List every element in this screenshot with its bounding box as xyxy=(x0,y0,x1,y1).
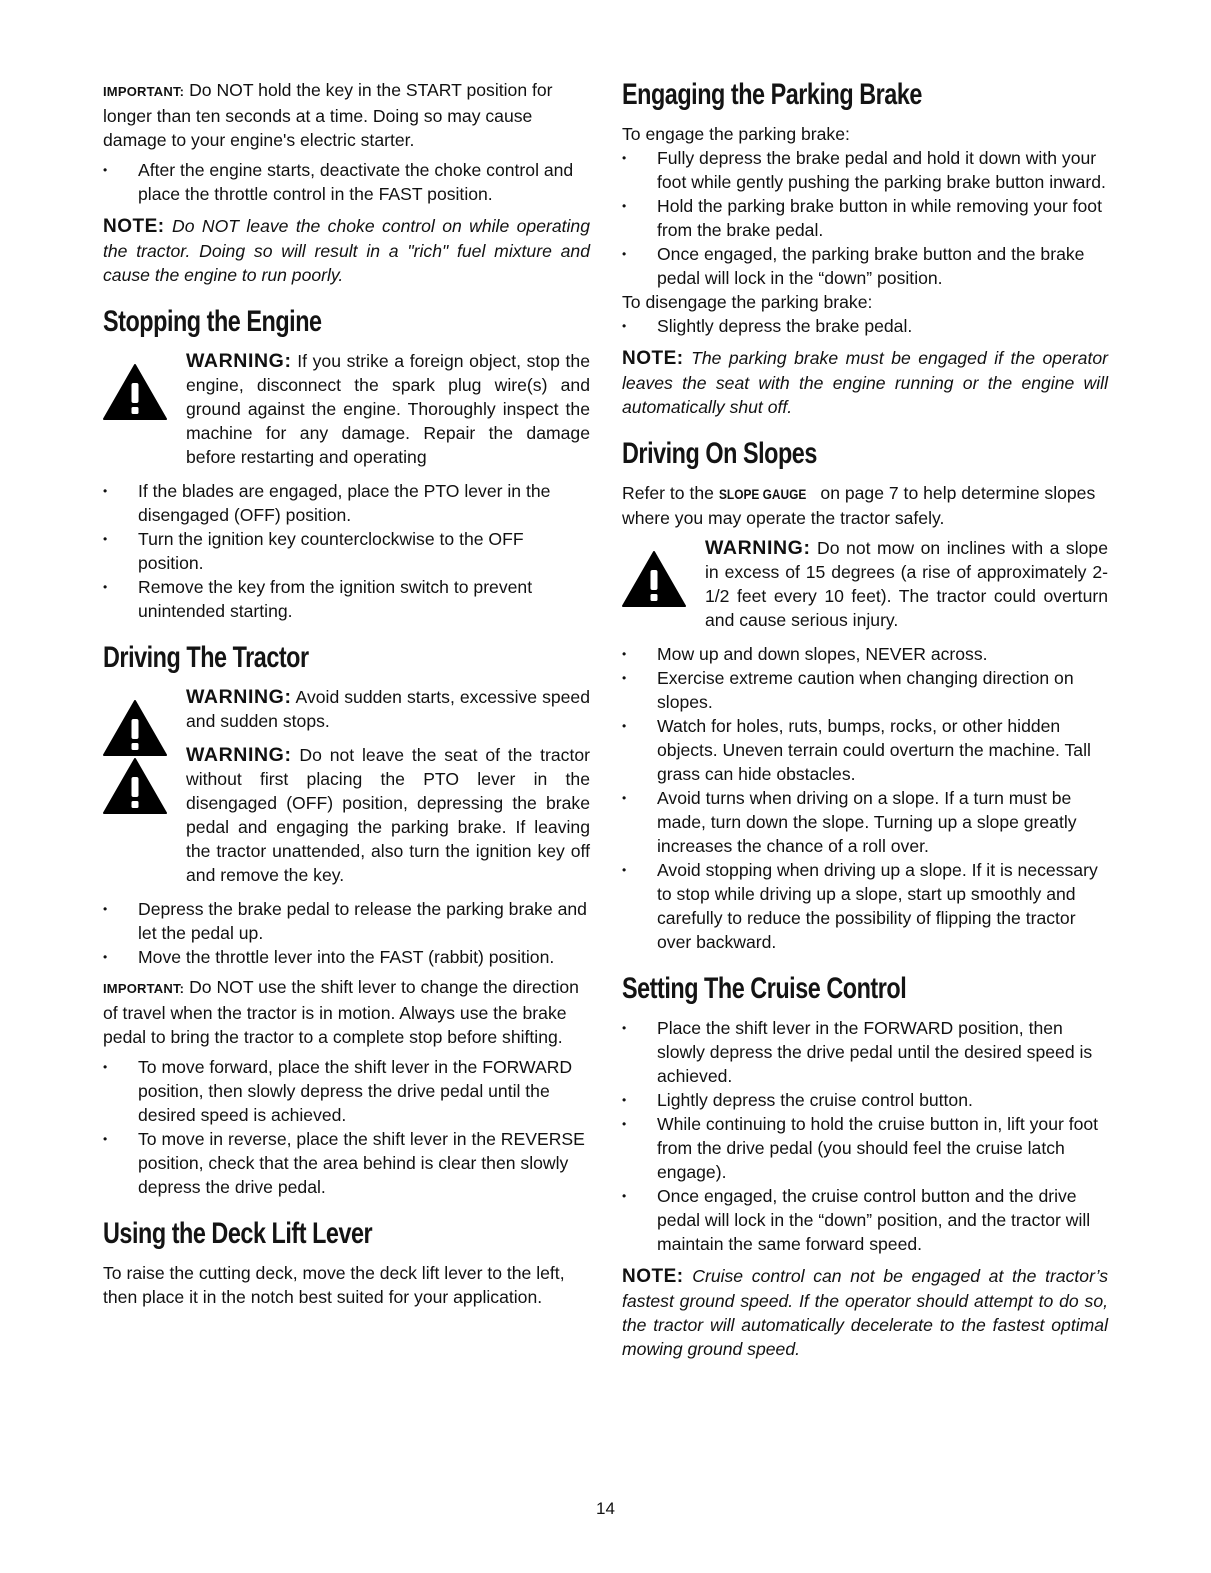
slope-gauge-reference: Refer to the SLOPE GAUGE on page 7 to help determine slopes where you may operate the tractor safely. xyxy=(622,483,1096,528)
note-label: NOTE: xyxy=(622,1266,684,1287)
warning-text: Do not mow on inclines with a slope in excess of 15 degrees (a rise of approximately 2-1/2 feet every 10 feet). The tractor could overturn and cause serious injury. xyxy=(705,538,1108,630)
list-item: • Place the shift lever in the FORWARD position, then slowly depress the drive pedal until the desired speed is achieved. xyxy=(622,1018,1093,1086)
warning-leave-seat xyxy=(103,743,590,887)
heading-parking-brake: Engaging the Parking Brake xyxy=(622,78,922,111)
parking-intro-disengage: To disengage the parking brake: xyxy=(622,292,873,312)
important-notice-shift xyxy=(103,975,590,1049)
list-item: • Depress the brake pedal to release the parking brake and let the pedal up. xyxy=(103,899,587,943)
warning-text: Avoid sudden starts, excessive speed and sudden stops. xyxy=(186,687,590,731)
warning-label: WARNING: xyxy=(705,537,811,559)
list-item: • Fully depress the brake pedal and hold it down with your foot while gently pushing the parking brake button inward. xyxy=(622,148,1106,192)
warning-label: WARNING: xyxy=(186,744,292,766)
driving-bullet-list-2 xyxy=(103,1055,590,1199)
list-item: • Lightly depress the cruise control button. xyxy=(622,1090,973,1110)
list-item: • Once engaged, the cruise control button and the drive pedal will lock in the “down” position, and the tractor will maintain the same forward speed. xyxy=(622,1186,1091,1254)
heading-deck-lift: Using the Deck Lift Lever xyxy=(103,1217,373,1250)
note-label: NOTE: xyxy=(103,216,165,237)
list-item: • Mow up and down slopes, NEVER across. xyxy=(622,644,988,664)
parking-intro-engage: To engage the parking brake: xyxy=(622,124,850,144)
list-item: • Remove the key from the ignition switch to prevent unintended starting. xyxy=(103,577,533,621)
warning-text: If you strike a foreign object, stop the engine, disconnect the spark plug wire(s) and ground against the engine. Thoroughly inspect the machine for any damage. Repair the damage before restarting and operating xyxy=(186,351,590,467)
list-item: • Exercise extreme caution when changing direction on slopes. xyxy=(622,668,1074,712)
note-text: Cruise control can not be engaged at the tractor’s fastest ground speed. If the operator should attempt to do so, the tractor will automatically decelerate to the fastest optimal mowing ground speed. xyxy=(622,1266,1108,1359)
list-item: • Slightly depress the brake pedal. xyxy=(622,316,913,336)
important-text: Do NOT hold the key in the START position for longer than ten seconds at a time. Doing so may cause damage to your engine's electric starter. xyxy=(103,80,553,150)
heading-driving-slopes: Driving On Slopes xyxy=(622,437,817,470)
driving-bullet-list-1 xyxy=(103,897,590,969)
note-text: The parking brake must be engaged if the operator leaves the seat with the engine running or the engine will automatically shut off. xyxy=(622,348,1108,417)
warning-text: Do not leave the seat of the tractor without first placing the PTO lever in the disengaged (OFF) position, depressing the brake pedal and engaging the parking brake. If leaving the tractor unattended, also turn the ignition key off and remove the key. xyxy=(186,745,590,885)
list-item: • Once engaged, the parking brake button and the brake pedal will lock in the “down” position. xyxy=(622,244,1085,288)
note-cruise-control xyxy=(622,1264,1108,1361)
list-item: • Turn the ignition key counterclockwise to the OFF position. xyxy=(103,529,524,573)
stopping-bullet-list xyxy=(103,479,590,623)
list-item: • If the blades are engaged, place the PTO lever in the disengaged (OFF) position. xyxy=(103,481,551,525)
deck-lift-text: To raise the cutting deck, move the deck lift lever to the left, then place it in the notch best suited for your application. xyxy=(103,1263,565,1307)
list-item: • Avoid stopping when driving up a slope. If it is necessary to stop while driving up a slope, start up smoothly and carefully to reduce the possibility of flipping the tractor over backward. xyxy=(622,860,1098,952)
important-label: IMPORTANT: xyxy=(103,981,185,996)
warning-label: WARNING: xyxy=(186,686,292,708)
list-item: • While continuing to hold the cruise button in, lift your foot from the drive pedal (you should feel the cruise latch engage). xyxy=(622,1114,1099,1182)
note-choke xyxy=(103,214,590,287)
heading-cruise-control: Setting The Cruise Control xyxy=(622,972,907,1005)
warning-sudden-starts xyxy=(103,685,590,733)
right-column xyxy=(622,78,1108,1367)
parking-bullet-list-2 xyxy=(622,314,1108,338)
left-column xyxy=(103,78,590,1309)
parking-bullet-list-1 xyxy=(622,146,1108,290)
note-text: Do NOT leave the choke control on while operating the tractor. Doing so will result in a "rich" fuel mixture and cause the engine to run poorly. xyxy=(103,216,590,285)
choke-bullet-list xyxy=(103,158,590,206)
note-label: NOTE: xyxy=(622,348,684,369)
list-item: • After the engine starts, deactivate the choke control and place the throttle control in the FAST position. xyxy=(103,160,574,204)
warning-triangle-icon xyxy=(622,550,686,608)
warning-foreign-object xyxy=(103,349,590,469)
page-number: 14 xyxy=(596,1499,615,1518)
list-item: • Move the throttle lever into the FAST (rabbit) position. xyxy=(103,947,555,967)
important-label: IMPORTANT: xyxy=(103,84,185,99)
list-item: • Avoid turns when driving on a slope. If a turn must be made, turn down the slope. Turning up a slope greatly increases the chance of a roll over. xyxy=(622,788,1077,856)
list-item: • Hold the parking brake button in while removing your foot from the brake pedal. xyxy=(622,196,1102,240)
cruise-bullet-list xyxy=(622,1016,1108,1256)
note-parking-brake xyxy=(622,346,1108,419)
heading-stopping-engine: Stopping the Engine xyxy=(103,305,322,338)
slope-gauge-label: SLOPE GAUGE xyxy=(718,486,807,502)
important-text: Do NOT use the shift lever to change the direction of travel when the tractor is in motion. Always use the brake pedal to bring the tractor to a complete stop before shifting. xyxy=(103,977,579,1047)
important-notice-key xyxy=(103,78,590,152)
heading-driving-tractor: Driving The Tractor xyxy=(103,641,309,674)
warning-inclines xyxy=(622,536,1108,632)
slopes-bullet-list xyxy=(622,642,1108,954)
warning-triangle-icon xyxy=(103,363,167,421)
list-item: • Watch for holes, ruts, bumps, rocks, or other hidden objects. Uneven terrain could overturn the machine. Tall grass can hide obstacles. xyxy=(622,716,1091,784)
list-item: • To move forward, place the shift lever in the FORWARD position, then slowly depress the drive pedal until the desired speed is achieved. xyxy=(103,1057,573,1125)
warning-label: WARNING: xyxy=(186,350,292,372)
warning-triangle-icon xyxy=(103,757,167,815)
list-item: • To move in reverse, place the shift lever in the REVERSE position, check that the area behind is clear then slowly depress the drive pedal. xyxy=(103,1129,585,1197)
